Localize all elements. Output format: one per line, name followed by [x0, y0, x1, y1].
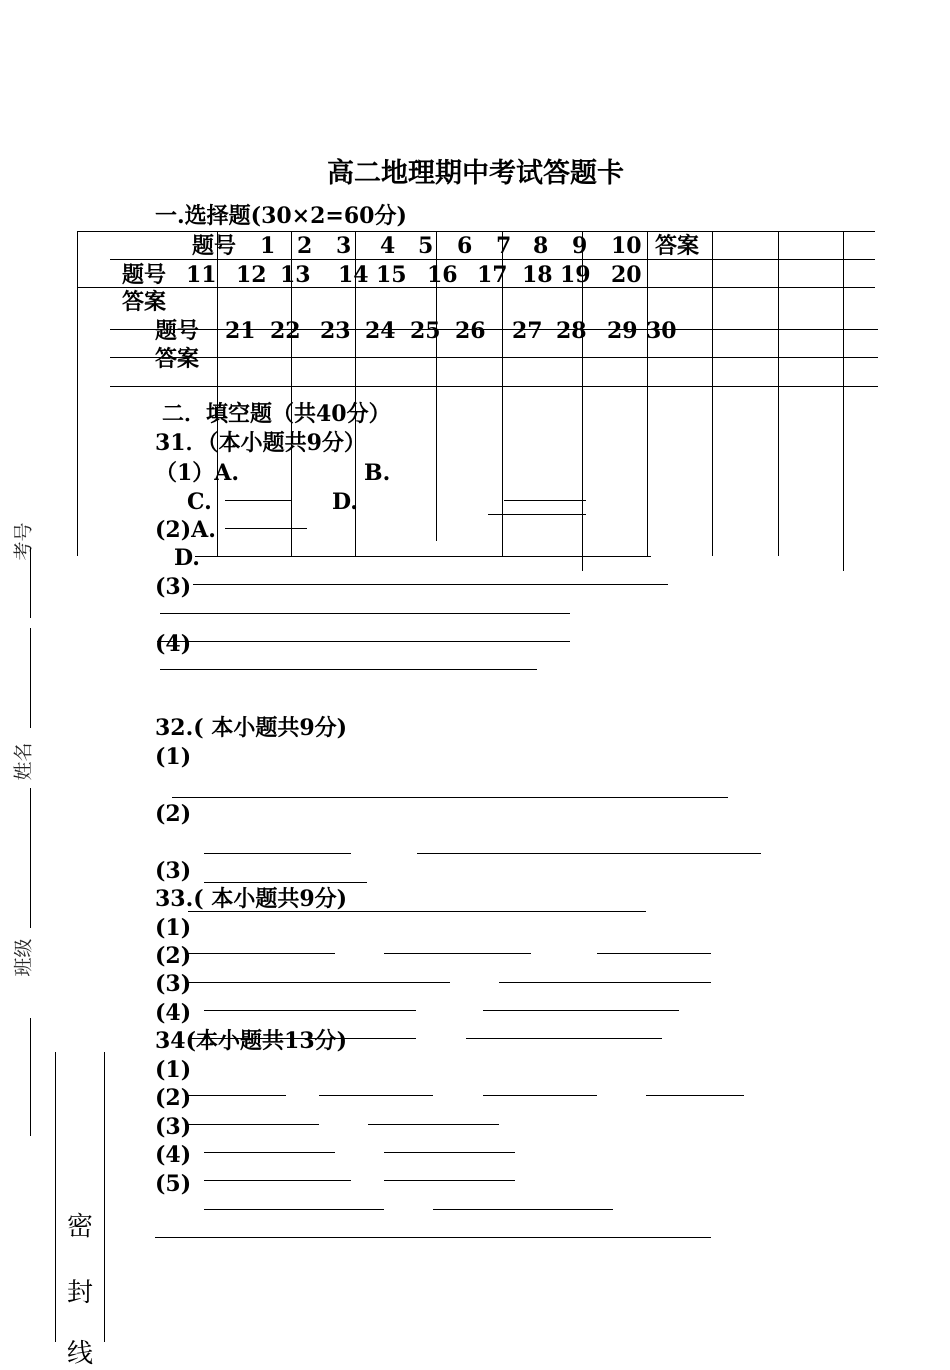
- question-no: 2: [297, 233, 313, 259]
- q31-part1-c: C.: [187, 489, 212, 515]
- class-line[interactable]: [30, 1018, 31, 1136]
- answer-line[interactable]: [368, 1124, 499, 1125]
- table-line: [647, 231, 648, 556]
- answer-line[interactable]: [188, 1038, 416, 1039]
- question-no: 8: [533, 233, 549, 259]
- question-no: 13: [280, 262, 311, 288]
- question-no: 24: [365, 318, 396, 344]
- question-no: 22: [270, 318, 301, 344]
- question-no: 25: [410, 318, 441, 344]
- exam-number-label: 考号: [12, 522, 35, 561]
- q32-part2: (2): [155, 801, 192, 827]
- table-line: [712, 231, 713, 556]
- q34-part5: (5): [155, 1171, 192, 1197]
- question-no: 19: [560, 262, 591, 288]
- question-no: 18: [522, 262, 553, 288]
- seal-char: 封: [67, 1278, 94, 1308]
- table-line: [77, 231, 78, 556]
- q33-part3: (3): [155, 971, 192, 997]
- table-line: [110, 357, 878, 358]
- answer-line[interactable]: [488, 514, 586, 515]
- q32-part3: (3): [155, 858, 192, 884]
- question-no: 6: [457, 233, 473, 259]
- question-no: 16: [427, 262, 458, 288]
- question-no: 14: [338, 262, 369, 288]
- question-no: 23: [320, 318, 351, 344]
- question-no: 17: [477, 262, 508, 288]
- answer-line[interactable]: [188, 982, 450, 983]
- question-no: 3: [336, 233, 352, 259]
- q34-part2: (2): [155, 1085, 192, 1111]
- answer-line[interactable]: [499, 982, 711, 983]
- answer-line[interactable]: [384, 1152, 515, 1153]
- section1-heading: 一.选择题(30×2=60分): [155, 203, 407, 229]
- q31-part3: (3): [155, 574, 192, 600]
- answer-line[interactable]: [225, 528, 307, 529]
- q32-heading: 32.( 本小题共9分): [155, 715, 348, 741]
- q31-part1-d: D.: [332, 489, 358, 515]
- answer-line[interactable]: [155, 1237, 711, 1238]
- answer-label: 答案: [655, 233, 700, 259]
- q33-part2: (2): [155, 943, 192, 969]
- answer-line[interactable]: [204, 1152, 335, 1153]
- table-line: [110, 259, 875, 260]
- answer-line[interactable]: [204, 882, 367, 883]
- q32-part1: (1): [155, 744, 192, 770]
- answer-line[interactable]: [417, 853, 761, 854]
- table-line: [217, 231, 218, 556]
- question-no-label: 题号: [192, 233, 237, 259]
- answer-line[interactable]: [319, 1095, 433, 1096]
- question-no: 12: [236, 262, 267, 288]
- question-no: 20: [611, 262, 642, 288]
- q31-part1-b: B.: [364, 460, 391, 486]
- answer-line[interactable]: [204, 853, 351, 854]
- answer-label: 答案: [122, 289, 167, 315]
- question-no: 15: [376, 262, 407, 288]
- q34-part1: (1): [155, 1057, 192, 1083]
- q34-part4: (4): [155, 1142, 192, 1168]
- question-no: 27: [512, 318, 543, 344]
- table-line: [778, 231, 779, 556]
- answer-line[interactable]: [204, 1180, 351, 1181]
- q31-heading: 31．（本小题共9分）: [155, 430, 366, 456]
- answer-line[interactable]: [483, 1095, 597, 1096]
- answer-line[interactable]: [384, 953, 531, 954]
- answer-line[interactable]: [433, 1209, 613, 1210]
- q34-part3: (3): [155, 1114, 192, 1140]
- answer-line[interactable]: [225, 500, 291, 501]
- q31-part1-a: （1）A.: [155, 460, 240, 486]
- answer-line[interactable]: [160, 669, 537, 670]
- q33-heading: 33.( 本小题共9分): [155, 886, 348, 912]
- seal-char: 线: [67, 1339, 94, 1369]
- q31-part4: (4): [155, 631, 192, 657]
- answer-line[interactable]: [646, 1095, 744, 1096]
- question-no-label: 题号: [122, 262, 167, 288]
- answer-line[interactable]: [188, 953, 335, 954]
- answer-line[interactable]: [195, 556, 651, 557]
- question-no: 7: [496, 233, 512, 259]
- answer-line[interactable]: [160, 613, 570, 614]
- answer-line[interactable]: [597, 953, 711, 954]
- question-no: 1: [260, 233, 276, 259]
- q31-part2-d: D.: [174, 545, 200, 571]
- answer-line[interactable]: [384, 1180, 515, 1181]
- answer-line[interactable]: [466, 1038, 662, 1039]
- page-title: 高二地理期中考试答题卡: [327, 158, 624, 189]
- table-line: [110, 386, 878, 387]
- q34-heading: 34(本小题共13分): [155, 1028, 348, 1054]
- class-label: 班级: [12, 938, 35, 977]
- question-no: 21: [225, 318, 256, 344]
- question-no: 30: [646, 318, 677, 344]
- question-no: 5: [418, 233, 434, 259]
- answer-line[interactable]: [483, 1010, 679, 1011]
- question-no: 4: [380, 233, 396, 259]
- question-no: 29: [607, 318, 638, 344]
- seal-border-right: [104, 1052, 105, 1342]
- name-line[interactable]: [30, 788, 31, 928]
- question-no-label: 题号: [155, 318, 200, 344]
- answer-line[interactable]: [204, 1010, 416, 1011]
- answer-line[interactable]: [188, 911, 646, 912]
- question-no: 28: [556, 318, 587, 344]
- seal-char: 密: [67, 1212, 94, 1242]
- exam-number-line[interactable]: [30, 548, 31, 618]
- section2-heading: 二．填空题（共40分）: [162, 401, 391, 427]
- name-label: 姓名: [12, 742, 35, 781]
- question-no: 26: [455, 318, 486, 344]
- answer-label: 答案: [155, 346, 200, 372]
- q33-part1: (1): [155, 915, 192, 941]
- question-no: 9: [572, 233, 588, 259]
- q31-part2-a: (2)A.: [155, 517, 216, 543]
- answer-line[interactable]: [172, 797, 728, 798]
- table-line: [843, 231, 844, 571]
- answer-line[interactable]: [188, 1124, 319, 1125]
- answer-line[interactable]: [157, 641, 570, 642]
- table-line: [78, 231, 875, 232]
- seal-border-left: [55, 1052, 56, 1342]
- name-line-top[interactable]: [30, 628, 31, 728]
- question-no: 10: [611, 233, 642, 259]
- answer-line[interactable]: [193, 584, 668, 585]
- answer-line[interactable]: [204, 1209, 384, 1210]
- answer-line[interactable]: [188, 1095, 286, 1096]
- q33-part4: (4): [155, 1000, 192, 1026]
- answer-line[interactable]: [504, 500, 586, 501]
- question-no: 11: [186, 262, 217, 288]
